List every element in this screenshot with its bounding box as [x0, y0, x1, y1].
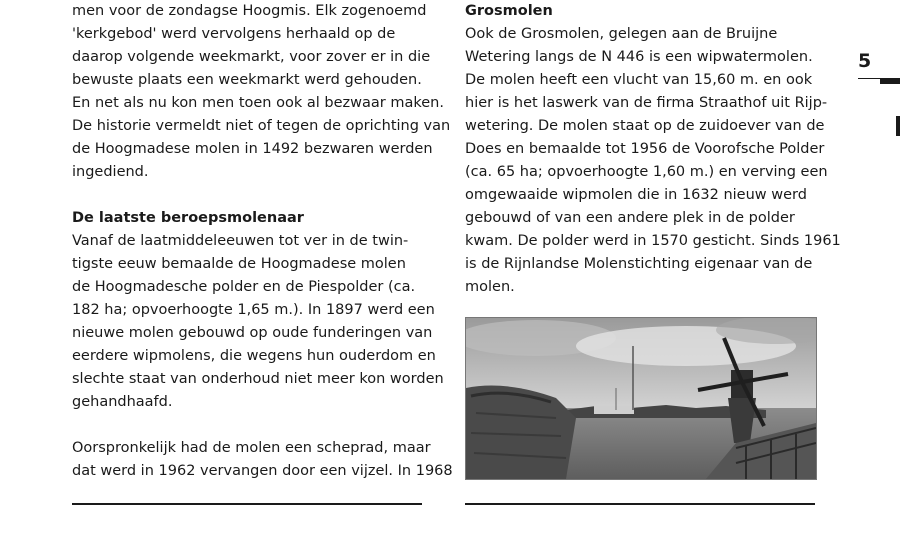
- body-line: de Hoogmadesche polder en de Piespolder (ca.: [72, 279, 416, 295]
- body-line: De molen heeft een vlucht van 15,60 m. en ook: [465, 72, 813, 88]
- body-line: Ook de Grosmolen, gelegen aan de Bruijne: [465, 26, 778, 42]
- body-line: daarop volgende weekmarkt, voor zover er in die: [72, 49, 431, 65]
- body-line: hier is het laswerk van de firma Straathof uit Rijp-: [465, 95, 828, 111]
- body-line: men voor de zondagse Hoogmis. Elk zogenoemd: [72, 3, 427, 19]
- body-line: (ca. 65 ha; opvoerhoogte 1,60 m.) en verving een: [465, 164, 828, 180]
- body-line: gehandhaafd.: [72, 394, 173, 410]
- footer-rule-right: [465, 503, 815, 505]
- body-line: Vanaf de laatmiddeleeuwen tot ver in de twin-: [72, 233, 409, 249]
- body-line: bewuste plaats een weekmarkt werd gehouden.: [72, 72, 422, 88]
- page-tab-marker: [880, 78, 900, 84]
- body-line: 182 ha; opvoerhoogte 1,65 m.). In 1897 werd een: [72, 302, 435, 318]
- right-column: [465, 0, 841, 299]
- body-line: Oorspronkelijk had de molen een scheprad, maar: [72, 440, 431, 456]
- body-line: omgewaaide wipmolen die in 1632 nieuw werd: [465, 187, 807, 203]
- body-line: gebouwd of van een andere plek in de polder: [465, 210, 795, 226]
- body-line: Wetering langs de N 446 is een wipwatermolen.: [465, 49, 813, 65]
- section-heading: Grosmolen: [465, 3, 553, 19]
- body-line: dat werd in 1962 vervangen door een vijzel. In 1968: [72, 463, 453, 479]
- body-line: En net als nu kon men toen ook al bezwaar maken.: [72, 95, 444, 111]
- body-line: ingediend.: [72, 164, 149, 180]
- page-number: 5: [858, 50, 872, 72]
- body-line: eerdere wipmolens, die wegens hun ouderdom en: [72, 348, 436, 364]
- body-line: Does en bemaalde tot 1956 de Voorofsche Polder: [465, 141, 825, 157]
- body-line: molen.: [465, 279, 515, 295]
- section-heading: De laatste beroepsmolenaar: [72, 210, 304, 226]
- body-line: nieuwe molen gebouwd op oude funderingen van: [72, 325, 433, 341]
- body-line: 'kerkgebod' werd vervolgens herhaald op de: [72, 26, 396, 42]
- page-edge-mark: [896, 116, 900, 136]
- body-line: is de Rijnlandse Molenstichting eigenaar van de: [465, 256, 813, 272]
- body-line: wetering. De molen staat op de zuidoever van de: [465, 118, 825, 134]
- body-line: De historie vermeldt niet of tegen de oprichting van: [72, 118, 451, 134]
- body-line: slechte staat van onderhoud niet meer kon worden: [72, 371, 444, 387]
- footer-rule-left: [72, 503, 422, 505]
- windmill-photo: [465, 317, 817, 480]
- body-line: tigste eeuw bemaalde de Hoogmadese molen: [72, 256, 406, 272]
- left-column: [72, 0, 453, 483]
- body-line: kwam. De polder werd in 1570 gesticht. Sinds 1961: [465, 233, 841, 249]
- body-line: de Hoogmadese molen in 1492 bezwaren werden: [72, 141, 433, 157]
